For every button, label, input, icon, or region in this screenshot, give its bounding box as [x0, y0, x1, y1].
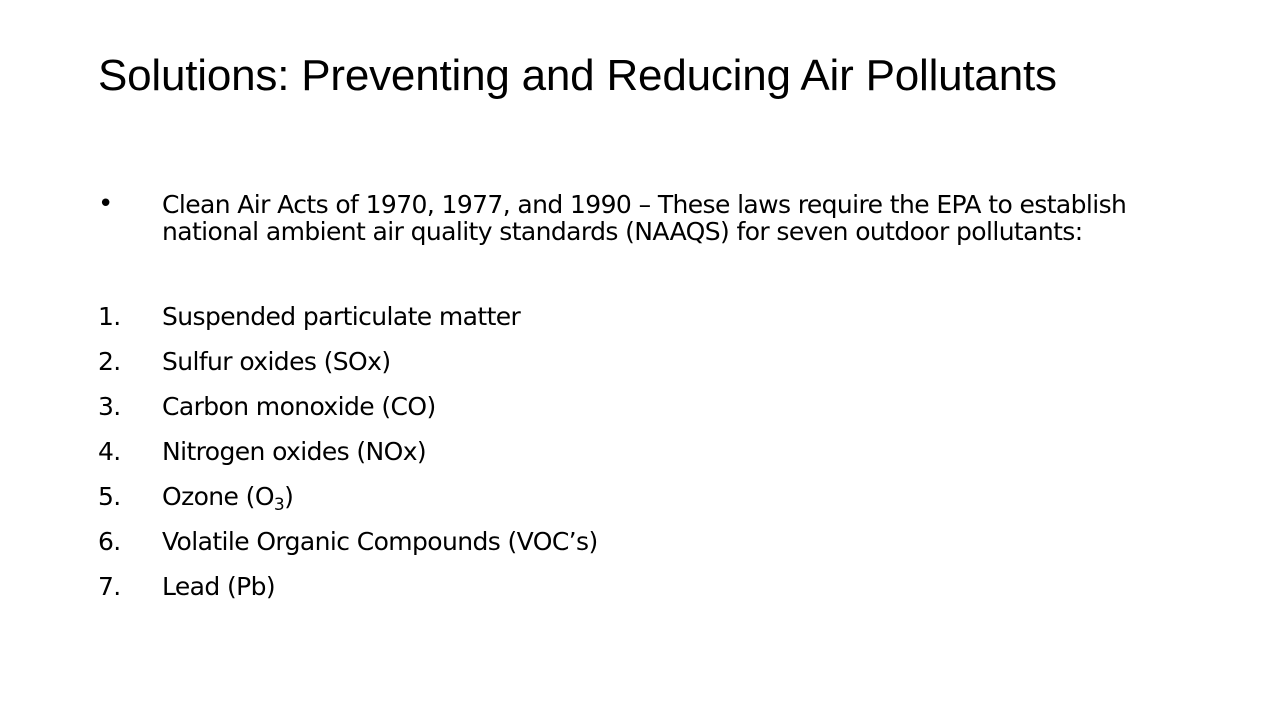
list-number: 1. [98, 302, 121, 331]
pollutant-name: Carbon monoxide (CO) [162, 392, 436, 421]
slide-title: Solutions: Preventing and Reducing Air Pollutants [98, 51, 1057, 100]
list-number: 5. [98, 482, 121, 511]
list-number: 7. [98, 572, 121, 601]
list-number: 4. [98, 437, 121, 466]
bullet-text: Clean Air Acts of 1970, 1977, and 1990 – These laws require the EPA to establish national ambient air quality standards (NAAQS) for seven outdoor pollutants: [162, 190, 1127, 246]
pollutant-item [98, 298, 1198, 343]
pollutant-item [98, 478, 1198, 523]
pollutant-name: Sulfur oxides (SOx) [162, 347, 391, 376]
list-number: 6. [98, 527, 121, 556]
pollutant-name: Nitrogen oxides (NOx) [162, 437, 427, 466]
pollutant-item [98, 568, 1198, 613]
pollutant-list [98, 298, 1198, 613]
ozone-close-paren: ) [284, 482, 294, 511]
list-number: 3. [98, 392, 121, 421]
pollutant-item [98, 523, 1198, 568]
ozone-subscript: 3 [273, 495, 285, 515]
pollutant-name: Suspended particulate matter [162, 302, 521, 331]
pollutant-item [98, 388, 1198, 433]
pollutant-item [98, 433, 1198, 478]
pollutant-name [162, 478, 293, 516]
pollutant-item [98, 343, 1198, 388]
pollutant-name: Volatile Organic Compounds (VOC’s) [162, 527, 598, 556]
pollutant-name: Lead (Pb) [162, 572, 276, 601]
list-number: 2. [98, 347, 121, 376]
bullet-dot-icon: • [98, 189, 113, 219]
ozone-text: Ozone (O [162, 482, 274, 511]
